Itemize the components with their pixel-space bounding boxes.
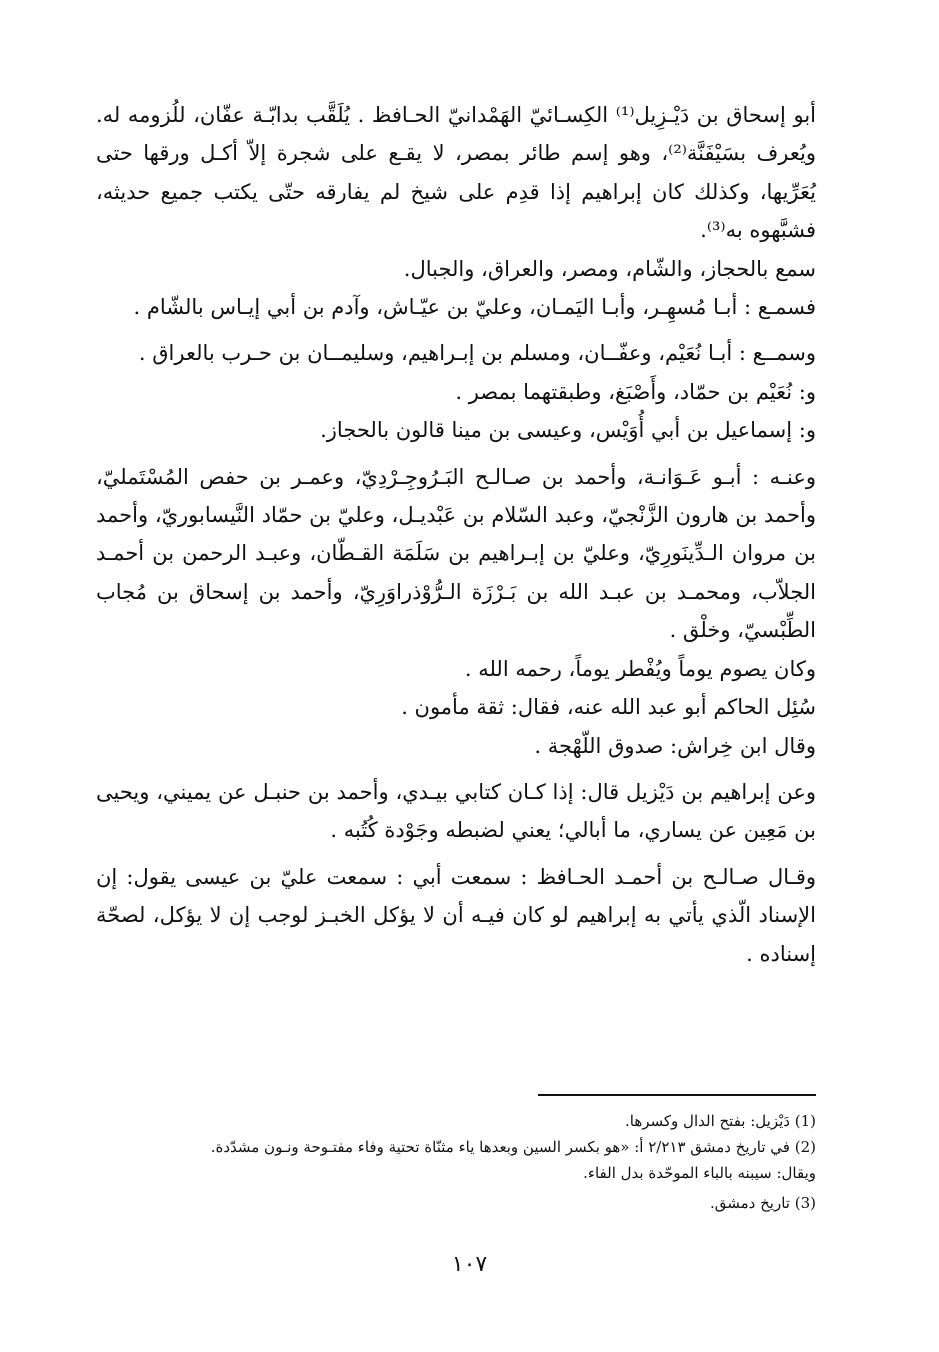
paragraph-biography: أبو إسحاق بن دَيْـزِيل⁽¹⁾ الكِسـائيّ الهَمْدانيّ الحـافظ . يُلَقَّب بدابّـة عفّان، للُزومه له. ويُعرف بسَيْفَنَّة⁽²⁾، وهو إسم طائر بمصر، لا يقـع على شجرة إلاّ أكـل ورقها حتى يُعَرِّيها، وكذلك كان إبراهيم إذا قدِم على شيخ لم يفارقه حتّى يكتب جميع حديثه، فشبَّهوه به⁽³⁾. — [96, 103, 816, 243]
paragraph-fasting: وكان يصوم يوماً ويُفْطر يوماً، رحمه الله . — [464, 656, 816, 681]
paragraph-salih-quote: وقـال صـالـح بن أحمـد الحـافظ : سمعت أبي : سمعت عليّ بن عيسى يقول: إن الإسناد الّذي يأتي به إبراهيم لو كان فيـه أن لا يؤكل الخبـز لوجب إن لا يؤكل، لصحّة إسناده . — [96, 864, 816, 966]
footnotes — [96, 1108, 816, 1216]
page-body — [96, 96, 816, 973]
paragraph-dayzil-quote: وعن إبراهيم بن دَيْزيل قال: إذا كـان كتابي بيـدي، وأحمد بن حنبـل عن يميني، ويحيى بن مَعِين عن يساري، ما أبالي؛ يعني لضبطه وجَوْدة كُتُبه . — [96, 779, 816, 843]
main-text — [96, 96, 816, 973]
paragraph-teachers-sham: فسمـع : أبـا مُسهِـر، وأبـا اليَمـان، وعليّ بن عيّـاش، وآدم بن أبي إيـاس بالشّام . — [133, 295, 816, 320]
paragraph-teachers-hijaz: و: إسماعيل بن أبي أُوَيْس، وعيسى بن مينا قالون بالحجاز. — [320, 418, 816, 443]
paragraph-students: وعنـه : أبـو عَـوَانـة، وأحمد بن صـالـح البَـرُوجِـرْدِيّ، وعمـر بن حفص المُسْتَمليّ، وأحمد بن هارون الزَّنْجيّ، وعبد السّلام بن عَبْديـل، وعليّ بن حمّاد النَّيسابوريّ، وأحمد بن مروان الـدِّينَورِيّ، وعليّ بن إبـراهيم بن سَلَمَة القـطّان، وعبـد الرحمن بن أحمـد الجلاّب، ومحمـد بن عبـد الله بن بَـرْزَة الـرُّوْذراوَرِيّ، وأحمد بن إسحاق بن مُجاب الطِّبْسيّ، وخلْق . — [96, 464, 816, 643]
footnote-1: (1) دَيْزيل: بفتح الدال وكسرها. — [625, 1112, 816, 1130]
page-number: ١٠٧ — [451, 1252, 488, 1277]
paragraph-travels: سمع بالحجاز، والشّام، ومصر، والعراق، والجبال. — [403, 256, 816, 281]
footnote-2: (2) في تاريخ دمشق ٢/٢١٣ أ: «هو بكسر السين وبعدها ياء مثنّاة تحتية وفاء مفتـوحة ونـون مشدّدة. — [210, 1138, 816, 1156]
footnote-separator — [538, 1094, 816, 1096]
paragraph-hakim: سُئِل الحاكم أبو عبد الله عنه، فقال: ثقة مأمون . — [401, 695, 816, 720]
paragraph-teachers-iraq: وسمــع : أبـا نُعَيْم، وعفّــان، ومسلم بن إبـراهيم، وسليمــان بن حـرب بالعراق . — [138, 341, 816, 366]
paragraph-ibn-khirash: وقال ابن خِراش: صدوق اللّهْجة . — [534, 733, 816, 758]
footnote-3: (3) تاريخ دمشق. — [709, 1194, 816, 1212]
paragraph-teachers-egypt: و: نُعَيْم بن حمّاد، وأَصْبَغ، وطبقتهما بمصر . — [455, 379, 816, 404]
footnote-2-continuation: ويقال: سيبنه بالباء الموحّدة بدل الفاء. — [583, 1164, 816, 1182]
